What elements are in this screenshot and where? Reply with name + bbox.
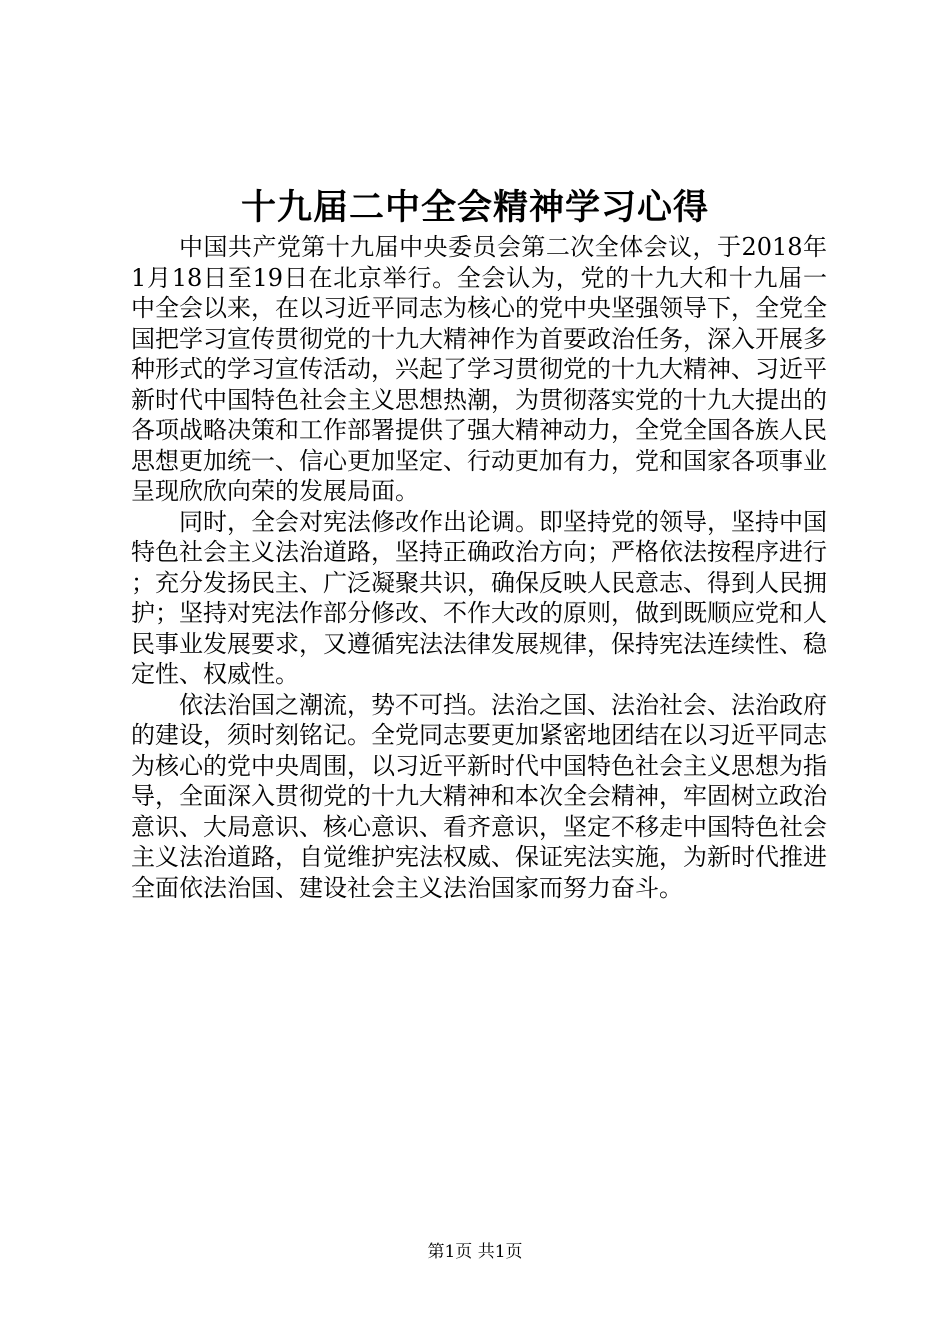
paragraph-1: 中国共产党第十九届中央委员会第二次全体会议，于2018年1月18日至19日在北京举行。全会认为，党的十九大和十九届一中全会以来，在以习近平同志为核心的党中央坚强领导下，全党全国把学习宣传贯彻党的十九大精神作为首要政治任务，深入开展多种形式的学习宣传活动，兴起了学习贯彻党的十九大精神、习近平新时代中国特色社会主义思想热潮，为贯彻落实党的十九大提出的各项战略决策和工作部署提供了强大精神动力，全党全国各族人民思想更加统一、信心更加坚定、行动更加有力，党和国家各项事业呈现欣欣向荣的发展局面。 bbox=[131, 233, 827, 505]
document-body bbox=[131, 232, 827, 903]
paragraph-2: 同时，全会对宪法修改作出论调。即坚持党的领导，坚持中国特色社会主义法治道路，坚持正确政治方向；严格依法按程序进行；充分发扬民主、广泛凝聚共识，确保反映人民意志、得到人民拥护；坚持对宪法作部分修改、不作大改的原则，做到既顺应党和人民事业发展要求，又遵循宪法法律发展规律，保持宪法连续性、稳定性、权威性。 bbox=[131, 507, 827, 688]
page-number-footer: 第1页 共1页 bbox=[427, 1242, 523, 1262]
page-title: 十九届二中全会精神学习心得 bbox=[240, 187, 709, 228]
paragraph-3: 依法治国之潮流，势不可挡。法治之国、法治社会、法治政府的建设，须时刻铭记。全党同志要更加紧密地团结在以习近平同志为核心的党中央周围，以习近平新时代中国特色社会主义思想为指导，全面深入贯彻党的十九大精神和本次全会精神，牢固树立政治意识、大局意识、核心意识、看齐意识，坚定不移走中国特色社会主义法治道路，自觉维护宪法权威、保证宪法实施，为新时代推进全面依法治国、建设社会主义法治国家而努力奋斗。 bbox=[131, 690, 827, 902]
